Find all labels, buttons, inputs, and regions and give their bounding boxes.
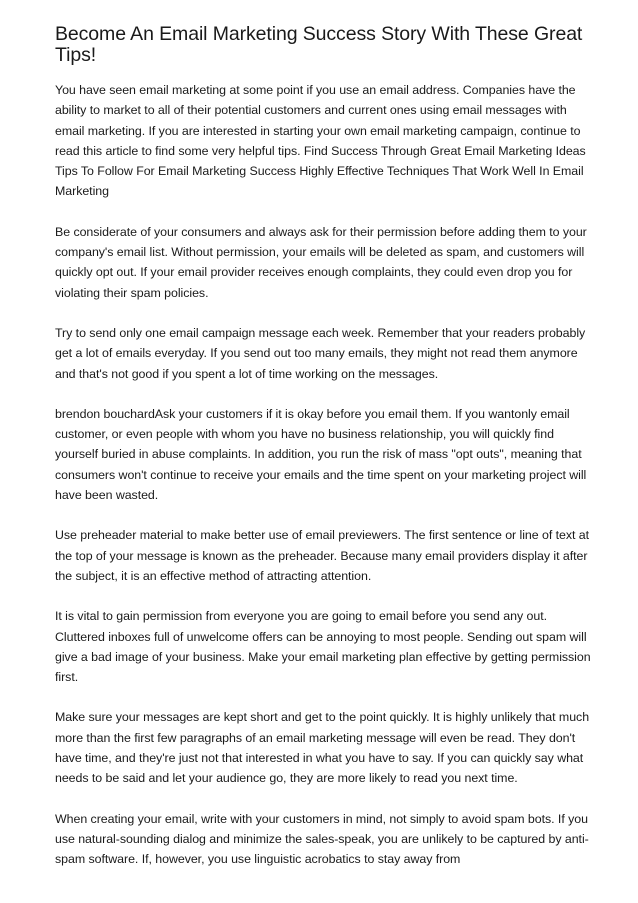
paragraph-write-for-customers: When creating your email, write with your customers in mind, not simply to avoid spam bots. If you use natural-sounding dialog and minimize the sales-speak, you are unlikely to be captured by anti-spam software. If, however, you use linguistic acrobatics to stay away from bbox=[55, 811, 589, 867]
paragraph-permission: Be considerate of your consumers and always ask for their permission before adding them to your company's email list. Without permission, your emails will be deleted as spam, and customers will quickly opt out. If your email provider receives enough complaints, they could even drop you for violating their spam policies. bbox=[55, 224, 587, 300]
paragraph-ask-customers: brendon bouchardAsk your customers if it is okay before you email them. If you wantonly email customer, or even people with whom you have no business relationship, you will quickly find yourself buried in abuse complaints. In addition, you run the risk of mass "opt outs", meaning that consumers won't continue to receive your emails and the time spent on your marketing project will have been wasted. bbox=[55, 406, 587, 503]
document-page bbox=[55, 24, 595, 890]
paragraph-frequency: Try to send only one email campaign message each week. Remember that your readers probably get a lot of emails everyday. If you send out too many emails, they might not read them anymore and that's not good if you spent a lot of time working on the messages. bbox=[55, 325, 586, 381]
paragraph-keep-short: Make sure your messages are kept short and get to the point quickly. It is highly unlikely that much more than the first few paragraphs of an email marketing message will even be read. They don't have time, and they're just not that interested in what you have to say. If you can quickly say what needs to be said and let your audience go, they are more likely to read you next time. bbox=[55, 710, 590, 786]
paragraph-intro: You have seen email marketing at some point if you use an email address. Companies have the ability to market to all of their potential customers and current ones using email messages with email marketing. If you are interested in starting your own email marketing campaign, continue to read this article to find some very helpful tips. Find Success Through Great Email Marketing Ideas Tips To Follow For Email Marketing Success Highly Effective Techniques That Work Well In Email Marketing bbox=[55, 83, 586, 199]
paragraph-preheader: Use preheader material to make better use of email previewers. The first sentence or line of text at the top of your message is known as the preheader. Because many email providers display it after the subject, it is an effective method of attracting attention. bbox=[55, 528, 590, 583]
paragraph-gain-permission: It is vital to gain permission from everyone you are going to email before you send any out. Cluttered inboxes full of unwelcome offers can be annoying to most people. Sending out spam will give a bad image of your business. Make your email marketing plan effective by getting permission first. bbox=[55, 609, 591, 685]
document-title: Become An Email Marketing Success Story With These Great Tips! bbox=[55, 23, 583, 66]
